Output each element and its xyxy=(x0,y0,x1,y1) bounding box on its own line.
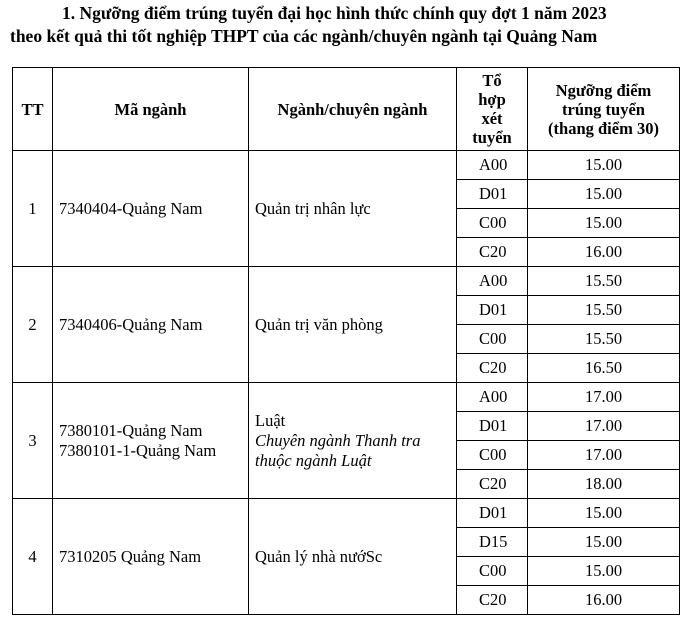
threshold-score: 15.00 xyxy=(528,557,680,586)
threshold-score: 15.00 xyxy=(528,209,680,238)
header-combination-line: tuyển xyxy=(472,128,512,147)
combination-code: C20 xyxy=(457,470,528,499)
major-code: 7310205 Quảng Nam xyxy=(53,499,249,615)
specialization-line: Chuyên ngành Thanh tra xyxy=(255,430,421,450)
major-code: 7340404-Quảng Nam xyxy=(53,151,249,267)
table-row xyxy=(13,267,680,296)
admission-score-table xyxy=(12,67,680,615)
major-name-line: Luật xyxy=(255,410,286,430)
header-combination-line: xét xyxy=(481,109,503,128)
threshold-score: 16.00 xyxy=(528,238,680,267)
threshold-score: 15.50 xyxy=(528,296,680,325)
combination-code: D01 xyxy=(457,180,528,209)
combination-code: C00 xyxy=(457,209,528,238)
row-number: 4 xyxy=(13,499,53,615)
combination-code: C20 xyxy=(457,586,528,615)
threshold-score: 15.00 xyxy=(528,528,680,557)
threshold-score: 15.50 xyxy=(528,325,680,354)
combination-code: C00 xyxy=(457,441,528,470)
threshold-score: 18.00 xyxy=(528,470,680,499)
header-score-line: Ngưỡng điểm xyxy=(555,80,652,100)
table-row xyxy=(13,499,680,528)
combination-code: A00 xyxy=(457,151,528,180)
specialization-line: thuộc ngành Luật xyxy=(255,450,372,470)
header-major: Ngành/chuyên ngành xyxy=(249,68,457,151)
heading-line-1: 1. Ngưỡng điểm trúng tuyển đại học hình thức chính quy đợt 1 năm 2023 xyxy=(62,3,607,23)
combination-code: D01 xyxy=(457,412,528,441)
threshold-score: 15.00 xyxy=(528,151,680,180)
threshold-score: 17.00 xyxy=(528,383,680,412)
header-score-line: (thang điểm 30) xyxy=(548,118,659,138)
major-name: Quản lý nhà nướSc xyxy=(249,499,457,615)
combination-code: D01 xyxy=(457,499,528,528)
table-row xyxy=(13,151,680,180)
row-number: 3 xyxy=(13,383,53,499)
header-combination-line: hợp xyxy=(478,90,506,109)
row-number: 1 xyxy=(13,151,53,267)
threshold-score: 15.00 xyxy=(528,180,680,209)
major-code-line: 7380101-Quảng Nam xyxy=(59,420,203,440)
combination-code: C20 xyxy=(457,238,528,267)
major-code-line: 7380101-1-Quảng Nam xyxy=(59,440,217,460)
combination-code: C20 xyxy=(457,354,528,383)
major-name xyxy=(249,383,457,499)
combination-code: D15 xyxy=(457,528,528,557)
combination-code: C00 xyxy=(457,325,528,354)
header-score xyxy=(528,68,680,151)
major-name: Quản trị nhân lực xyxy=(249,151,457,267)
threshold-score: 17.00 xyxy=(528,412,680,441)
threshold-score: 16.00 xyxy=(528,586,680,615)
combination-code: A00 xyxy=(457,383,528,412)
table-header-row xyxy=(13,68,680,151)
header-score-line: trúng tuyển xyxy=(562,99,645,119)
header-tt: TT xyxy=(13,68,53,151)
header-combination xyxy=(457,68,528,151)
heading-line-2: theo kết quả thi tốt nghiệp THPT của các ngành/chuyên ngành tại Quảng Nam xyxy=(10,26,598,46)
row-number: 2 xyxy=(13,267,53,383)
threshold-score: 16.50 xyxy=(528,354,680,383)
combination-code: C00 xyxy=(457,557,528,586)
threshold-score: 17.00 xyxy=(528,441,680,470)
combination-code: A00 xyxy=(457,267,528,296)
header-code: Mã ngành xyxy=(53,68,249,151)
major-name: Quản trị văn phòng xyxy=(249,267,457,383)
combination-code: D01 xyxy=(457,296,528,325)
document-heading xyxy=(0,2,700,48)
major-code: 7340406-Quảng Nam xyxy=(53,267,249,383)
threshold-score: 15.00 xyxy=(528,499,680,528)
header-combination-line: Tổ xyxy=(482,71,502,90)
table-row xyxy=(13,383,680,412)
major-code xyxy=(53,383,249,499)
threshold-score: 15.50 xyxy=(528,267,680,296)
